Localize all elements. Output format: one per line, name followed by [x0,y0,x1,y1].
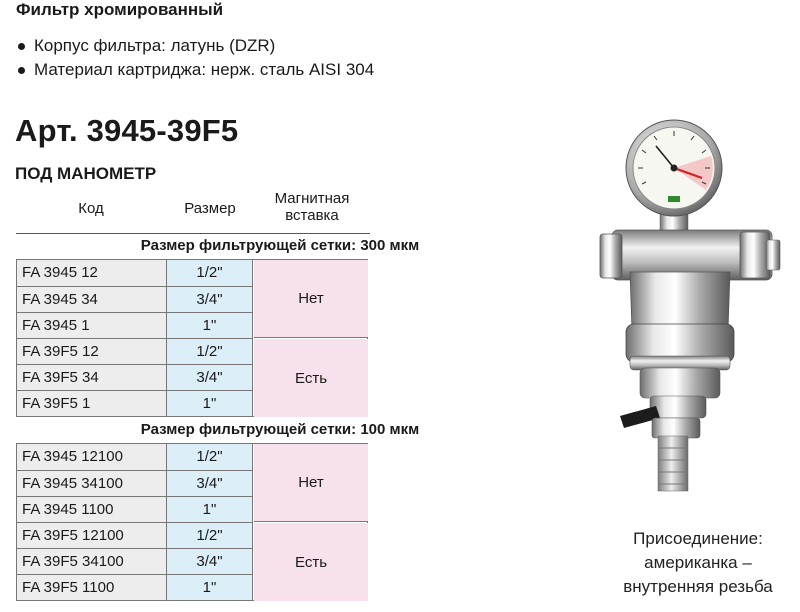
cell-code: FA 3945 12 [17,260,167,286]
feature-text: Материал картриджа: нерж. сталь AISI 304 [34,60,375,79]
mesh-size-heading: Размер фильтрующей сетки: 300 мкм [140,237,420,254]
cell-size: 1" [167,390,253,416]
drain-valve-icon [620,396,706,491]
cell-size: 3/4" [167,548,253,574]
cell-size: 1" [167,496,253,522]
header-divider [16,233,370,234]
cell-magnetic: Есть [254,339,368,417]
pressure-gauge-icon [626,120,722,236]
feature-list [16,34,374,82]
cell-code: FA 39F5 12100 [17,522,167,548]
caption-line: Присоединение: [633,529,763,548]
connection-caption [596,527,800,599]
filter-product-image [590,112,790,497]
article-number: Арт. 3945-39F5 [15,113,239,148]
cell-code: FA 3945 34 [17,286,167,312]
cell-size: 3/4" [167,286,253,312]
cell-size: 1/2" [167,444,253,470]
table-group-100 [16,443,368,601]
cell-magnetic: Есть [254,523,368,601]
cell-size: 1" [167,574,253,600]
cell-magnetic: Нет [254,444,368,522]
cell-code: FA 39F5 34 [17,364,167,390]
cell-code: FA 39F5 34100 [17,548,167,574]
column-header-size: Размер [184,200,236,217]
cell-size: 1/2" [167,522,253,548]
cell-size: 1" [167,312,253,338]
table-group-300 [16,259,368,417]
product-title: Фильтр хромированный [16,0,224,19]
cell-code: FA 3945 12100 [17,444,167,470]
cell-size: 1/2" [167,338,253,364]
bullet-icon [18,43,25,50]
caption-line: американка – [644,553,752,572]
column-header-code: Код [78,200,104,217]
cell-code: FA 39F5 12 [17,338,167,364]
cell-size: 1/2" [167,260,253,286]
cell-code: FA 3945 1100 [17,496,167,522]
cell-magnetic: Нет [254,260,368,338]
cell-size: 3/4" [167,364,253,390]
cell-size: 3/4" [167,470,253,496]
section-subtitle: ПОД МАНОМЕТР [15,164,157,183]
cell-code: FA 39F5 1 [17,390,167,416]
bullet-icon [18,67,25,74]
cell-code: FA 3945 1 [17,312,167,338]
filter-body-icon [600,230,780,398]
column-header-magnetic: Магнитная вставка [274,190,350,224]
cell-code: FA 3945 34100 [17,470,167,496]
mesh-size-heading: Размер фильтрующей сетки: 100 мкм [140,421,420,438]
cell-code: FA 39F5 1100 [17,574,167,600]
feature-item [16,58,374,82]
feature-text: Корпус фильтра: латунь (DZR) [34,36,276,55]
caption-line: внутренняя резьба [623,577,773,596]
feature-item [16,34,374,58]
